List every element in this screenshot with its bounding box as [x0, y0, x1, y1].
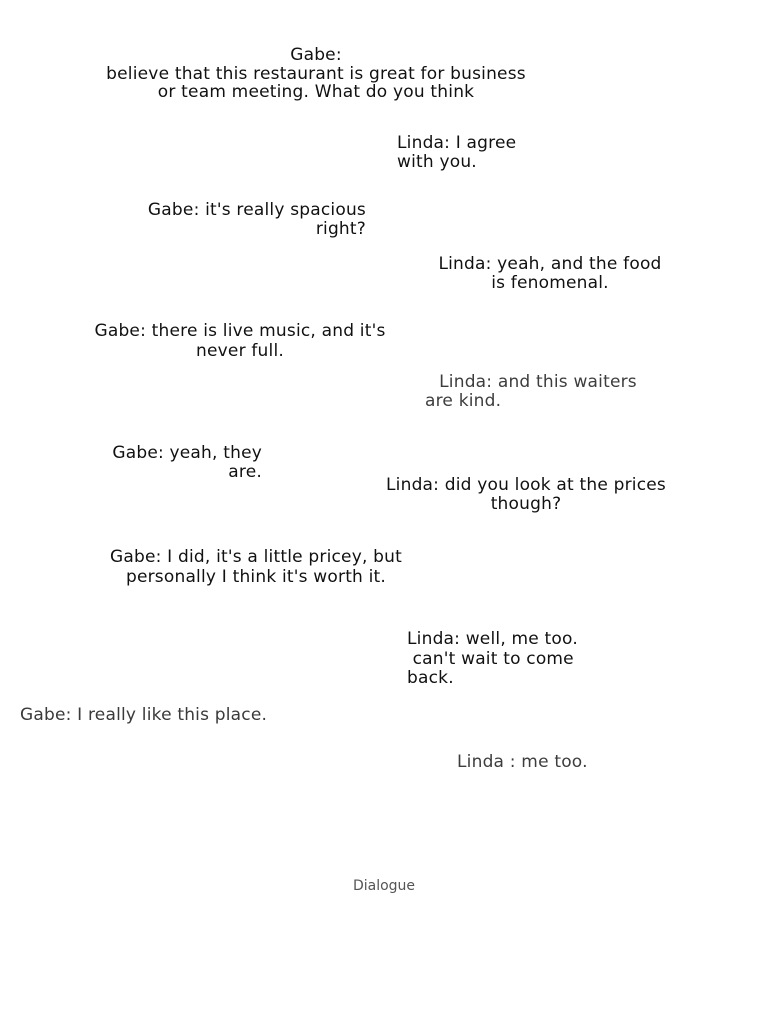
page-caption: Dialogue: [352, 878, 416, 894]
dialogue-line: with you.: [397, 152, 477, 172]
dialogue-line: Gabe: I really like this place.: [20, 705, 268, 725]
dialogue-line: Gabe:: [290, 45, 342, 65]
dialogue-line: though?: [490, 494, 562, 514]
dialogue-line: are kind.: [425, 391, 502, 411]
dialogue-line: Linda: well, me too.: [407, 629, 578, 649]
dialogue-line: Linda: I agree: [397, 133, 517, 153]
dialogue-line: can't wait to come: [407, 649, 574, 669]
dialogue-line: are.: [228, 462, 262, 482]
dialogue-line: or team meeting. What do you think: [157, 82, 475, 102]
dialogue-line: Gabe: I did, it's a little pricey, but: [109, 547, 403, 567]
dialogue-line: believe that this restaurant is great for business: [106, 64, 526, 84]
dialogue-line: back.: [407, 668, 454, 688]
dialogue-line: Linda: and this waiters: [439, 372, 637, 392]
dialogue-line: personally I think it's worth it.: [125, 567, 387, 587]
dialogue-line: Gabe: yeah, they: [112, 443, 262, 463]
dialogue-line: never full.: [196, 341, 284, 361]
dialogue-line: Gabe: it's really spacious: [147, 200, 366, 220]
dialogue-line: Gabe: there is live music, and it's: [94, 321, 386, 341]
dialogue-line: Linda : me too.: [457, 752, 588, 772]
dialogue-line: right?: [315, 219, 366, 239]
dialogue-line: Linda: yeah, and the food: [438, 254, 662, 274]
dialogue-line: is fenomenal.: [491, 273, 609, 293]
dialogue-line: Linda: did you look at the prices: [386, 475, 666, 495]
